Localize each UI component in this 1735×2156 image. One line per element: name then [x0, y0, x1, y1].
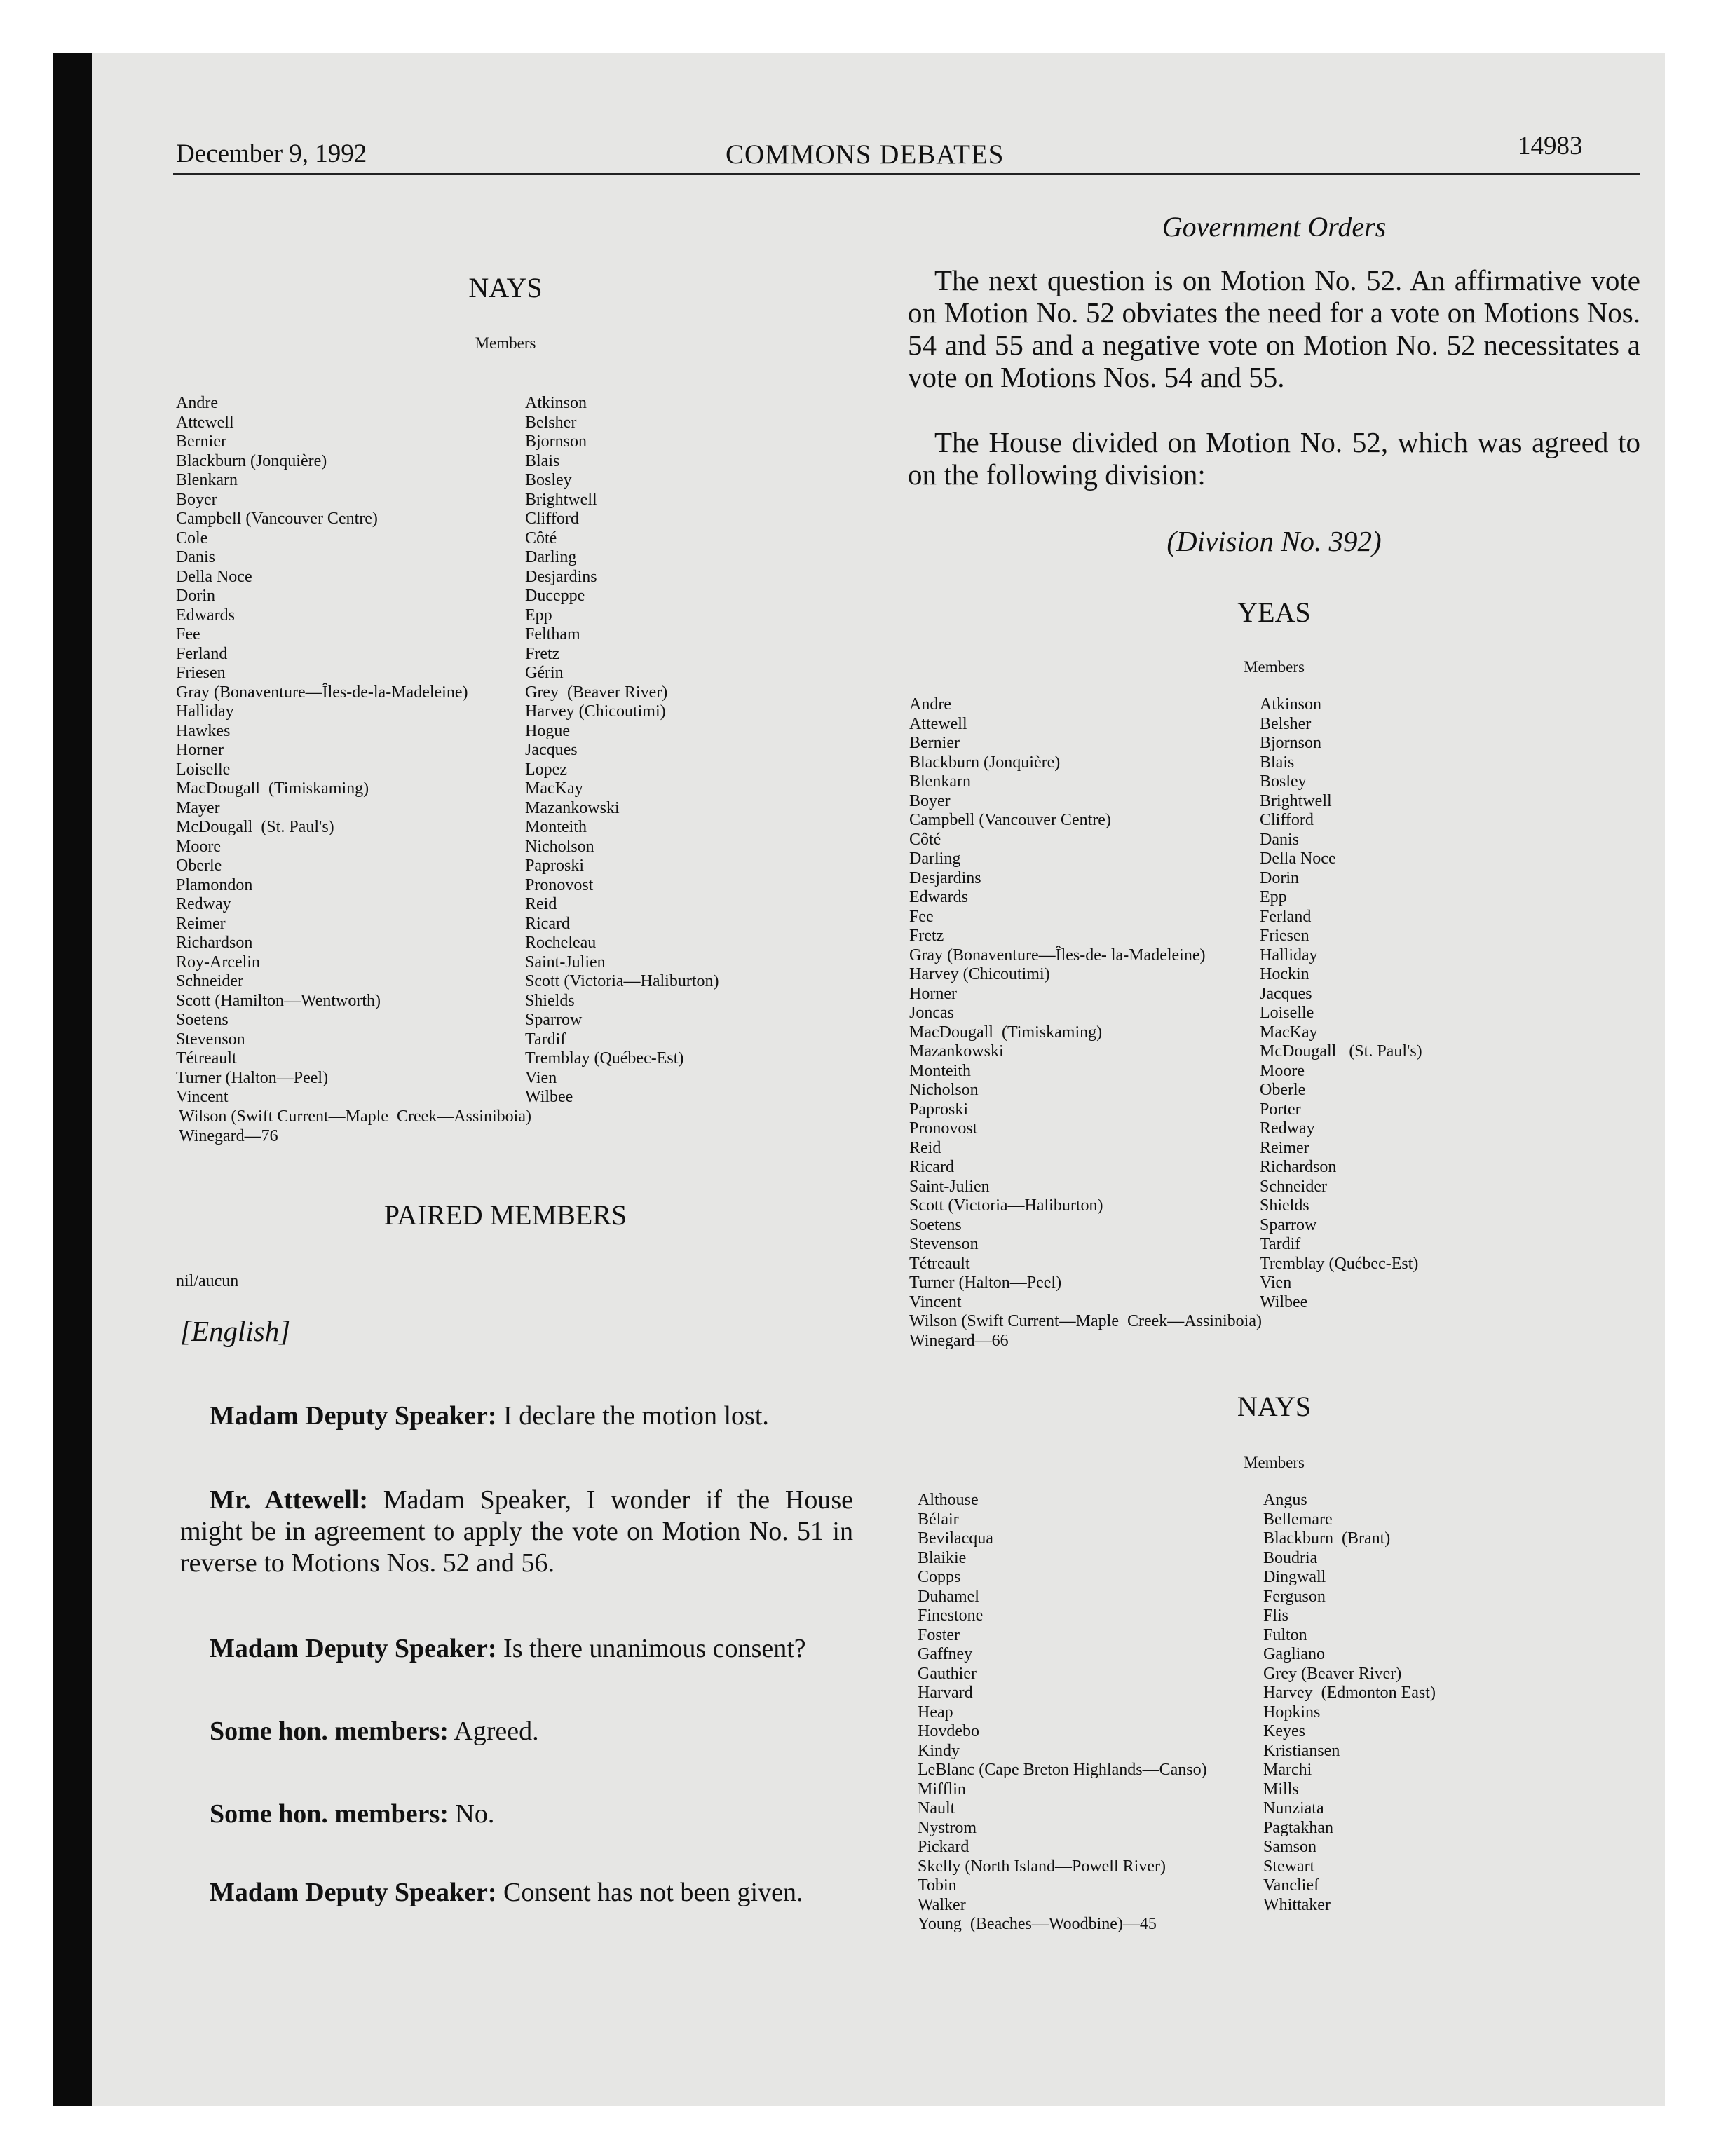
yeas-column-1: [909, 695, 1205, 1312]
member-name: Epp: [1260, 888, 1287, 906]
member-name: Desjardins: [909, 868, 981, 887]
member-name: Boyer: [176, 490, 217, 509]
speech-5-text: No.: [448, 1799, 495, 1829]
member-name: Reimer: [176, 914, 226, 933]
member-name: Sparrow: [1260, 1215, 1317, 1234]
member-name: Schneider: [176, 972, 243, 990]
member-name: Campbell (Vancouver Centre): [176, 510, 378, 528]
member-name: Shields: [525, 991, 575, 1010]
member-name: Bernier: [176, 432, 226, 451]
speech-6-text: Consent has not been given.: [496, 1878, 803, 1907]
member-name: Gagliano: [1263, 1645, 1325, 1663]
member-name: Blackburn (Jonquière): [909, 753, 1061, 772]
member-name: Stevenson: [909, 1235, 979, 1253]
member-name: Halliday: [1260, 946, 1318, 964]
member-name: Atkinson: [1260, 695, 1322, 714]
member-name: Lopez: [525, 760, 567, 779]
member-name: McDougall (St. Paul's): [176, 818, 334, 836]
member-name: Attewell: [176, 413, 234, 432]
member-name: Blenkarn: [176, 471, 238, 489]
member-name: Gaffney: [918, 1645, 973, 1663]
member-name: Harvey (Chicoutimi): [909, 965, 1050, 983]
member-name: Gauthier: [918, 1664, 977, 1683]
member-name: Gray (Bonaventure—Îles-de-la-Madeleine): [176, 683, 468, 702]
member-name: Harvey (Edmonton East): [1263, 1684, 1436, 1702]
member-name: Winegard—76: [179, 1126, 278, 1145]
speech-3: [180, 1633, 853, 1665]
member-name: Tremblay (Québec-Est): [525, 1049, 684, 1067]
member-name: Bosley: [1260, 772, 1307, 791]
member-name: Hopkins: [1263, 1703, 1321, 1721]
member-name: Monteith: [525, 818, 587, 836]
member-name: Stewart: [1263, 1857, 1315, 1876]
member-name: Mills: [1263, 1780, 1299, 1799]
member-name: Atkinson: [525, 394, 587, 412]
member-name: Fee: [909, 907, 934, 926]
member-name: Joncas: [909, 1004, 954, 1022]
member-name: Saint-Julien: [525, 953, 606, 971]
member-name: Fretz: [909, 927, 944, 945]
member-name: Richardson: [176, 934, 253, 952]
member-name: Epp: [525, 606, 552, 625]
member-name: Reimer: [1260, 1138, 1309, 1157]
member-name: Flis: [1263, 1606, 1289, 1625]
member-name: Saint-Julien: [909, 1177, 990, 1196]
member-name: Blackburn (Brant): [1263, 1529, 1391, 1548]
member-name: Andre: [909, 695, 951, 714]
member-name: Nunziata: [1263, 1799, 1324, 1817]
member-name: Bjornson: [525, 432, 587, 451]
right-nays-subtitle: Members: [1244, 1454, 1305, 1471]
member-name: Brightwell: [1260, 791, 1332, 810]
member-name: Plamondon: [176, 875, 253, 894]
member-name: Ferland: [176, 644, 228, 663]
speech-1: [180, 1400, 853, 1432]
speech-2-text: Madam Speaker, I wonder if the House might be in agreement to apply the vote on Motion No. 51 in reverse to Motions Nos. 52 and 56.: [180, 1485, 853, 1578]
speech-4: [180, 1716, 853, 1747]
member-name: Oberle: [176, 857, 222, 875]
member-name: Richardson: [1260, 1158, 1337, 1176]
header-page-number: 14983: [1518, 132, 1583, 161]
speech-2: [180, 1485, 853, 1579]
header-title: COMMONS DEBATES: [726, 139, 1005, 170]
member-name: Ricard: [909, 1158, 954, 1176]
member-name: Rocheleau: [525, 934, 597, 952]
member-name: Angus: [1263, 1491, 1307, 1509]
member-name: Moore: [1260, 1061, 1305, 1080]
motion-paragraph-2: The House divided on Motion No. 52, which was agreed to on the following division:: [908, 426, 1640, 491]
member-name: Hockin: [1260, 965, 1309, 983]
member-name: Pickard: [918, 1838, 969, 1856]
member-name: Brightwell: [525, 490, 597, 509]
member-name: Edwards: [909, 888, 968, 906]
left-nays-tail: [179, 1107, 531, 1146]
scanned-page: [53, 53, 1665, 2106]
member-name: Bjornson: [1260, 734, 1322, 752]
header-date: December 9, 1992: [176, 139, 367, 168]
member-name: Duhamel: [918, 1587, 979, 1606]
member-name: Nicholson: [525, 837, 594, 856]
member-name: Moore: [176, 837, 221, 856]
header-rule: [173, 173, 1640, 175]
member-name: Walker: [918, 1895, 966, 1914]
member-name: Schneider: [1260, 1177, 1327, 1196]
member-name: Pronovost: [525, 875, 594, 894]
right-nays-column-2: [1263, 1491, 1436, 1915]
member-name: Shields: [1260, 1196, 1309, 1215]
member-name: Vincent: [909, 1292, 962, 1311]
left-nays-subtitle: Members: [475, 334, 536, 352]
member-name: Paproski: [525, 857, 584, 875]
member-name: Jacques: [1260, 984, 1312, 1003]
member-name: Grey (Beaver River): [1263, 1664, 1402, 1683]
member-name: Dorin: [176, 587, 215, 605]
member-name: Turner (Halton—Peel): [909, 1274, 1062, 1292]
member-name: Mayer: [176, 798, 220, 817]
speech-6: [180, 1877, 881, 1909]
member-name: Vanclief: [1263, 1876, 1319, 1895]
member-name: Fretz: [525, 644, 560, 663]
member-name: Gérin: [525, 664, 564, 682]
member-name: Duceppe: [525, 587, 585, 605]
member-name: MacDougall (Timiskaming): [909, 1023, 1103, 1042]
member-name: Monteith: [909, 1061, 971, 1080]
yeas-column-2: [1260, 695, 1422, 1312]
member-name: Harvey (Chicoutimi): [525, 702, 666, 721]
member-name: Hogue: [525, 721, 570, 740]
member-name: Bélair: [918, 1510, 959, 1529]
member-name: Tétreault: [176, 1049, 237, 1067]
member-name: Keyes: [1263, 1722, 1305, 1740]
member-name: Marchi: [1263, 1761, 1312, 1779]
member-name: Hovdebo: [918, 1722, 979, 1740]
member-name: Soetens: [909, 1215, 962, 1234]
member-name: Young (Beaches—Woodbine)—45: [918, 1915, 1157, 1933]
member-name: Nicholson: [909, 1081, 979, 1099]
member-name: Friesen: [176, 664, 226, 682]
member-name: Wilson (Swift Current—Maple Creek—Assiniboia): [909, 1312, 1262, 1330]
member-name: Dorin: [1260, 868, 1299, 887]
left-nays-title: NAYS: [468, 272, 543, 303]
member-name: Côté: [909, 830, 941, 849]
member-name: Tremblay (Québec-Est): [1260, 1254, 1419, 1273]
member-name: Sparrow: [525, 1011, 583, 1029]
member-name: Nystrom: [918, 1818, 977, 1837]
member-name: Desjardins: [525, 567, 597, 586]
member-name: Halliday: [176, 702, 234, 721]
member-name: Ferland: [1260, 907, 1312, 926]
speech-5-speaker: Some hon. members:: [210, 1799, 449, 1829]
member-name: Finestone: [918, 1606, 984, 1625]
member-name: Redway: [176, 895, 231, 913]
member-name: Mazankowski: [525, 798, 620, 817]
member-name: Bernier: [909, 734, 960, 752]
speech-3-text: Is there unanimous consent?: [496, 1634, 806, 1663]
member-name: Scott (Victoria—Haliburton): [909, 1196, 1103, 1215]
member-name: Ricard: [525, 914, 570, 933]
member-name: Soetens: [176, 1011, 229, 1029]
member-name: Samson: [1263, 1838, 1317, 1856]
member-name: Boudria: [1263, 1548, 1318, 1567]
member-name: Darling: [909, 850, 961, 868]
member-name: Cole: [176, 528, 208, 547]
member-name: Boyer: [909, 791, 951, 810]
left-nays-column-2: [525, 394, 719, 1107]
member-name: MacKay: [525, 779, 583, 798]
member-name: Grey (Beaver River): [525, 683, 668, 702]
member-name: Roy-Arcelin: [176, 953, 260, 971]
binding-shadow: [53, 53, 92, 2106]
language-tag: [English]: [180, 1315, 291, 1347]
paired-members-value: nil/aucun: [176, 1272, 239, 1290]
member-name: Belsher: [525, 413, 577, 432]
member-name: Bosley: [525, 471, 572, 489]
division-number: (Division No. 392): [1166, 525, 1382, 557]
speech-4-text: Agreed.: [448, 1717, 539, 1746]
right-nays-title: NAYS: [1237, 1391, 1312, 1422]
member-name: Stevenson: [176, 1030, 245, 1049]
speech-2-speaker: Mr. Attewell:: [210, 1485, 369, 1515]
member-name: Tétreault: [909, 1254, 970, 1273]
right-nays-column-1: [918, 1491, 1207, 1935]
member-name: Kristiansen: [1263, 1741, 1340, 1760]
member-name: Danis: [1260, 830, 1299, 849]
member-name: Blais: [1260, 753, 1295, 772]
speech-1-speaker: Madam Deputy Speaker:: [210, 1401, 497, 1431]
speech-5: [180, 1799, 853, 1830]
member-name: Della Noce: [176, 567, 252, 586]
member-name: Scott (Hamilton—Wentworth): [176, 991, 381, 1010]
member-name: Ferguson: [1263, 1587, 1326, 1606]
member-name: Blenkarn: [909, 772, 971, 791]
member-name: Redway: [1260, 1119, 1315, 1138]
member-name: Pronovost: [909, 1119, 978, 1138]
member-name: Della Noce: [1260, 850, 1336, 868]
member-name: Clifford: [525, 510, 579, 528]
speech-1-text: I declare the motion lost.: [496, 1401, 769, 1431]
member-name: Turner (Halton—Peel): [176, 1068, 329, 1087]
member-name: Attewell: [909, 714, 967, 733]
member-name: Hawkes: [176, 721, 231, 740]
member-name: Paproski: [909, 1100, 968, 1119]
member-name: Vien: [1260, 1274, 1292, 1292]
member-name: Loiselle: [1260, 1004, 1314, 1022]
paired-members-title: PAIRED MEMBERS: [383, 1199, 627, 1231]
member-name: Harvard: [918, 1684, 973, 1702]
member-name: Mazankowski: [909, 1042, 1004, 1060]
yeas-tail: [909, 1312, 1262, 1351]
member-name: Skelly (North Island—Powell River): [918, 1857, 1166, 1876]
speech-6-speaker: Madam Deputy Speaker:: [210, 1878, 497, 1907]
member-name: Campbell (Vancouver Centre): [909, 811, 1111, 829]
member-name: Foster: [918, 1625, 960, 1644]
speech-3-speaker: Madam Deputy Speaker:: [210, 1634, 497, 1663]
member-name: Bellemare: [1263, 1510, 1333, 1529]
member-name: Fulton: [1263, 1625, 1307, 1644]
member-name: LeBlanc (Cape Breton Highlands—Canso): [918, 1761, 1207, 1779]
member-name: Nault: [918, 1799, 955, 1817]
yeas-subtitle: Members: [1244, 658, 1305, 676]
speech-4-speaker: Some hon. members:: [210, 1717, 449, 1746]
member-name: Mifflin: [918, 1780, 966, 1799]
member-name: Loiselle: [176, 760, 231, 779]
member-name: Copps: [918, 1568, 961, 1586]
member-name: Belsher: [1260, 714, 1312, 733]
member-name: Vien: [525, 1068, 557, 1087]
member-name: Scott (Victoria—Haliburton): [525, 972, 719, 990]
member-name: Reid: [909, 1138, 941, 1157]
member-name: Pagtakhan: [1263, 1818, 1333, 1837]
member-name: Bevilacqua: [918, 1529, 993, 1548]
member-name: Horner: [909, 984, 957, 1003]
member-name: Oberle: [1260, 1081, 1306, 1099]
member-name: Tobin: [918, 1876, 957, 1895]
member-name: Winegard—66: [909, 1331, 1009, 1350]
member-name: Blais: [525, 451, 560, 470]
member-name: Horner: [176, 741, 224, 759]
member-name: Danis: [176, 548, 215, 566]
member-name: Althouse: [918, 1491, 979, 1509]
member-name: MacDougall (Timiskaming): [176, 779, 369, 798]
member-name: Reid: [525, 895, 557, 913]
member-name: Fee: [176, 625, 200, 643]
member-name: Clifford: [1260, 811, 1314, 829]
member-name: Kindy: [918, 1741, 960, 1760]
member-name: Feltham: [525, 625, 580, 643]
motion-paragraph-1: The next question is on Motion No. 52. An affirmative vote on Motion No. 52 obviates the need for a vote on Motions Nos. 54 and 55 and a negative vote on Motion No. 52 necessitates a vote on Motions Nos. 54 and 55.: [908, 264, 1640, 393]
member-name: Blaikie: [918, 1548, 967, 1567]
member-name: Tardif: [525, 1030, 566, 1049]
member-name: Wilbee: [1260, 1292, 1308, 1311]
member-name: Gray (Bonaventure—Îles-de- la-Madeleine): [909, 946, 1206, 964]
member-name: Wilson (Swift Current—Maple Creek—Assiniboia): [179, 1107, 531, 1126]
member-name: Tardif: [1260, 1235, 1301, 1253]
running-head: Government Orders: [1162, 211, 1387, 243]
member-name: Dingwall: [1263, 1568, 1326, 1586]
member-name: Whittaker: [1263, 1895, 1331, 1914]
member-name: MacKay: [1260, 1023, 1318, 1042]
yeas-title: YEAS: [1237, 596, 1311, 628]
member-name: Wilbee: [525, 1088, 573, 1106]
member-name: Vincent: [176, 1088, 229, 1106]
member-name: Porter: [1260, 1100, 1301, 1119]
member-name: Jacques: [525, 741, 578, 759]
member-name: McDougall (St. Paul's): [1260, 1042, 1422, 1060]
member-name: Darling: [525, 548, 577, 566]
left-nays-column-1: [176, 394, 468, 1107]
member-name: Andre: [176, 394, 218, 412]
member-name: Friesen: [1260, 927, 1309, 945]
member-name: Blackburn (Jonquière): [176, 451, 327, 470]
member-name: Côté: [525, 528, 557, 547]
member-name: Heap: [918, 1703, 953, 1721]
member-name: Edwards: [176, 606, 235, 625]
